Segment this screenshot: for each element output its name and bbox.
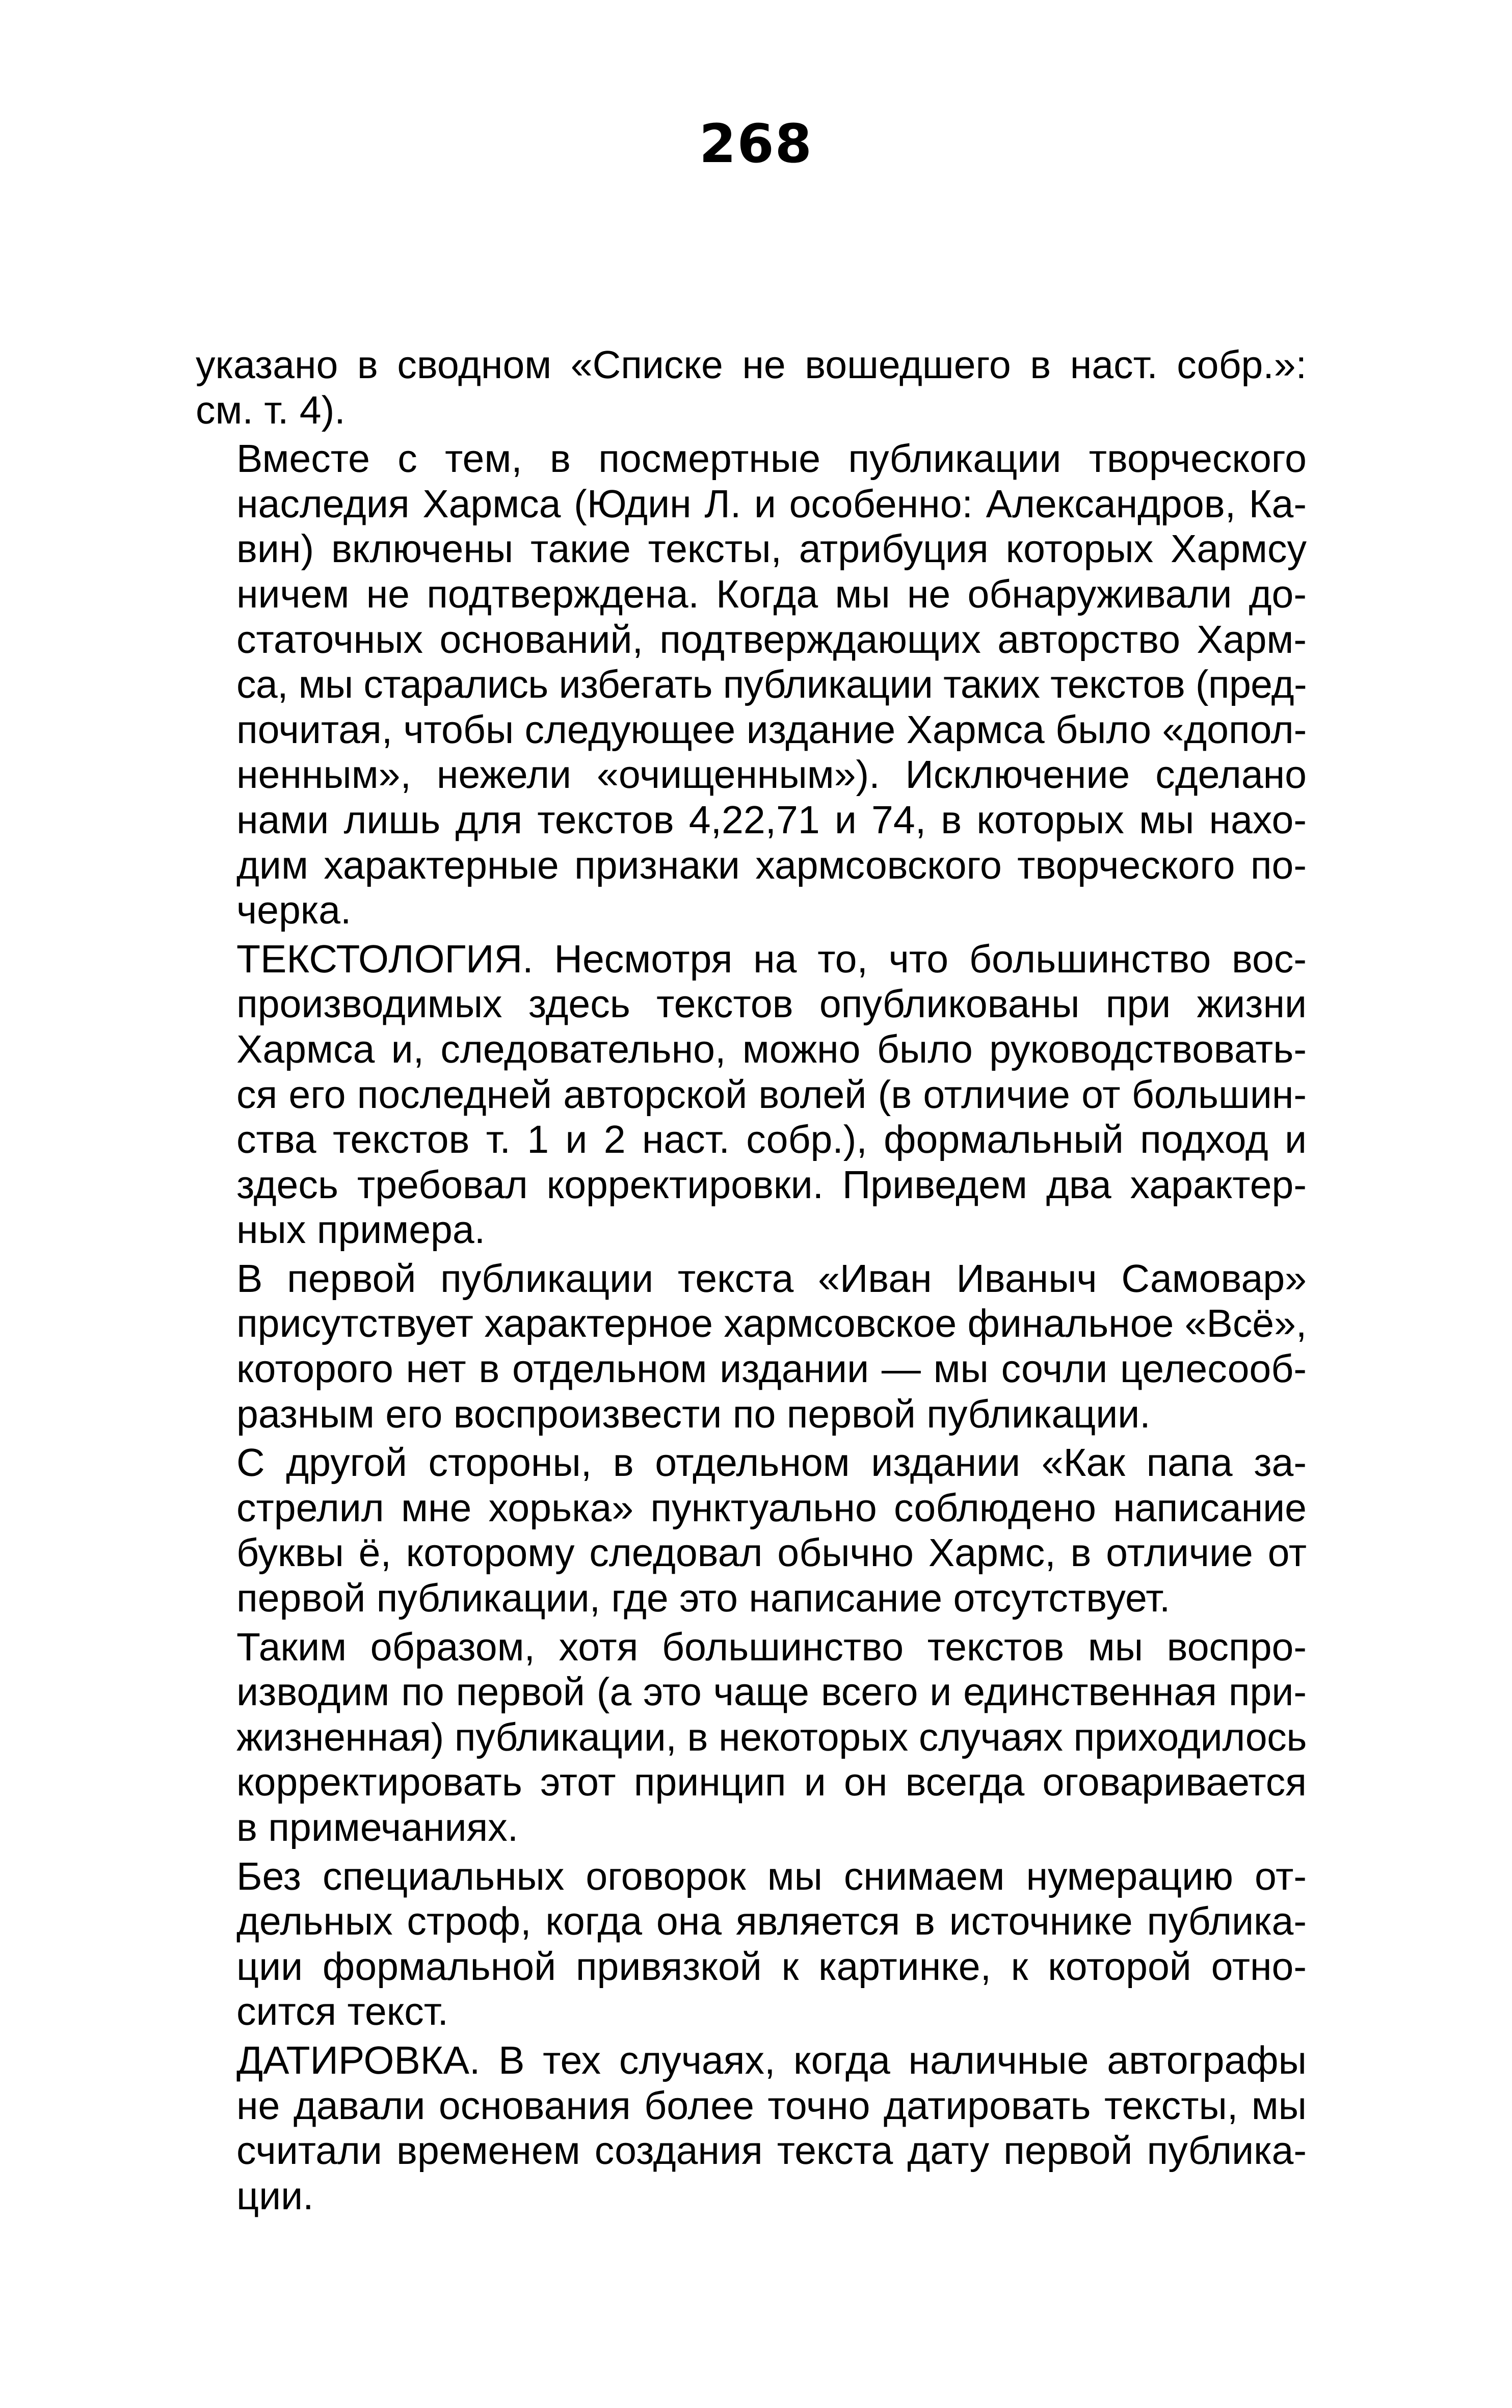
text-line: производимых здесь текстов опубликованы при жизни: [236, 982, 1307, 1026]
text-line: которого нет в отдельном издании — мы сочли целесооб-: [236, 1347, 1307, 1391]
text-line: см. т. 4).: [196, 388, 346, 432]
text-line: присутствует характерное хармсовское финальное «Всё»,: [236, 1302, 1307, 1346]
paragraph-p3: [196, 937, 1307, 1253]
text-line: стрелил мне хорька» пунктуально соблюдено написание: [236, 1486, 1307, 1530]
text-line: статочных оснований, подтверждающих авторство Харм-: [236, 617, 1307, 661]
text-line: вин) включены такие тексты, атрибуция которых Хармсу: [236, 527, 1307, 571]
page-number: 268: [699, 113, 813, 175]
text-line: С другой стороны, в отдельном издании «Как папа за-: [236, 1441, 1307, 1485]
text-line: разным его воспроизвести по первой публикации.: [236, 1392, 1151, 1436]
text-line: Таким образом, хотя большинство текстов мы воспро-: [236, 1625, 1307, 1669]
text-line: Без специальных оговорок мы снимаем нумерацию от-: [236, 1854, 1307, 1898]
text-line: нами лишь для текстов 4,22,71 и 74, в которых мы нахо-: [236, 798, 1307, 842]
paragraph-p7: [196, 1854, 1307, 2034]
paragraph-p2: [196, 436, 1307, 933]
text-line: ных примера.: [236, 1208, 486, 1252]
text-line: ненным», нежели «очищенным»). Исключение сделано: [236, 753, 1307, 797]
text-line: не давали основания более точно датировать тексты, мы: [236, 2083, 1307, 2128]
paragraph-p5: [196, 1440, 1307, 1621]
paragraph-p8: [196, 2038, 1307, 2218]
text-line: буквы ё, которому следовал обычно Хармс, в отличие от: [236, 1531, 1307, 1575]
text-line: ции.: [236, 2174, 314, 2218]
text-line: изводим по первой (а это чаще всего и единственная при-: [236, 1670, 1307, 1714]
text-line: ции формальной привязкой к картинке, к которой отно-: [236, 1944, 1307, 1989]
text-line: В первой публикации текста «Иван Иваныч Самовар»: [236, 1256, 1307, 1301]
text-line: ничем не подтверждена. Когда мы не обнаруживали до-: [236, 572, 1307, 616]
paragraph-p6: [196, 1625, 1307, 1850]
paragraph-p1: [196, 342, 1307, 433]
text-line: сится текст.: [236, 1990, 448, 2034]
text-line: ся его последней авторской волей (в отличие от большин-: [236, 1072, 1307, 1117]
text-line: черка.: [236, 888, 352, 933]
text-line: считали временем создания текста дату первой публика-: [236, 2129, 1307, 2173]
body-text: [196, 342, 1307, 2222]
text-line: ства текстов т. 1 и 2 наст. собр.), формальный подход и: [236, 1118, 1307, 1162]
text-line: указано в сводном «Списке не вошедшего в наст. собр.»:: [196, 343, 1307, 387]
text-line: первой публикации, где это написание отсутствует.: [236, 1576, 1171, 1621]
paragraph-p4: [196, 1256, 1307, 1437]
text-line: дельных строф, когда она является в источнике публика-: [236, 1899, 1307, 1944]
text-line: ДАТИРОВКА. В тех случаях, когда наличные автографы: [236, 2038, 1307, 2082]
text-line: почитая, чтобы следующее издание Хармса было «допол-: [236, 707, 1307, 752]
text-line: наследия Хармса (Юдин Л. и особенно: Александров, Ка-: [236, 482, 1307, 526]
text-line: в примечаниях.: [236, 1806, 519, 1849]
text-line: здесь требовал корректировки. Приведем два характер-: [236, 1162, 1307, 1207]
text-line: корректировать этот принцип и он всегда оговаривается: [236, 1760, 1307, 1805]
text-line: са, мы старались избегать публикации таких текстов (пред-: [236, 663, 1307, 707]
text-line: жизненная) публикации, в некоторых случаях приходилось: [236, 1715, 1307, 1759]
text-line: ТЕКСТОЛОГИЯ. Несмотря на то, что большинство вос-: [236, 937, 1307, 981]
text-line: Хармса и, следовательно, можно было руководствовать-: [236, 1027, 1307, 1071]
text-line: Вместе с тем, в посмертные публикации творческого: [236, 437, 1307, 481]
text-line: дим характерные признаки хармсовского творческого по-: [236, 843, 1307, 887]
